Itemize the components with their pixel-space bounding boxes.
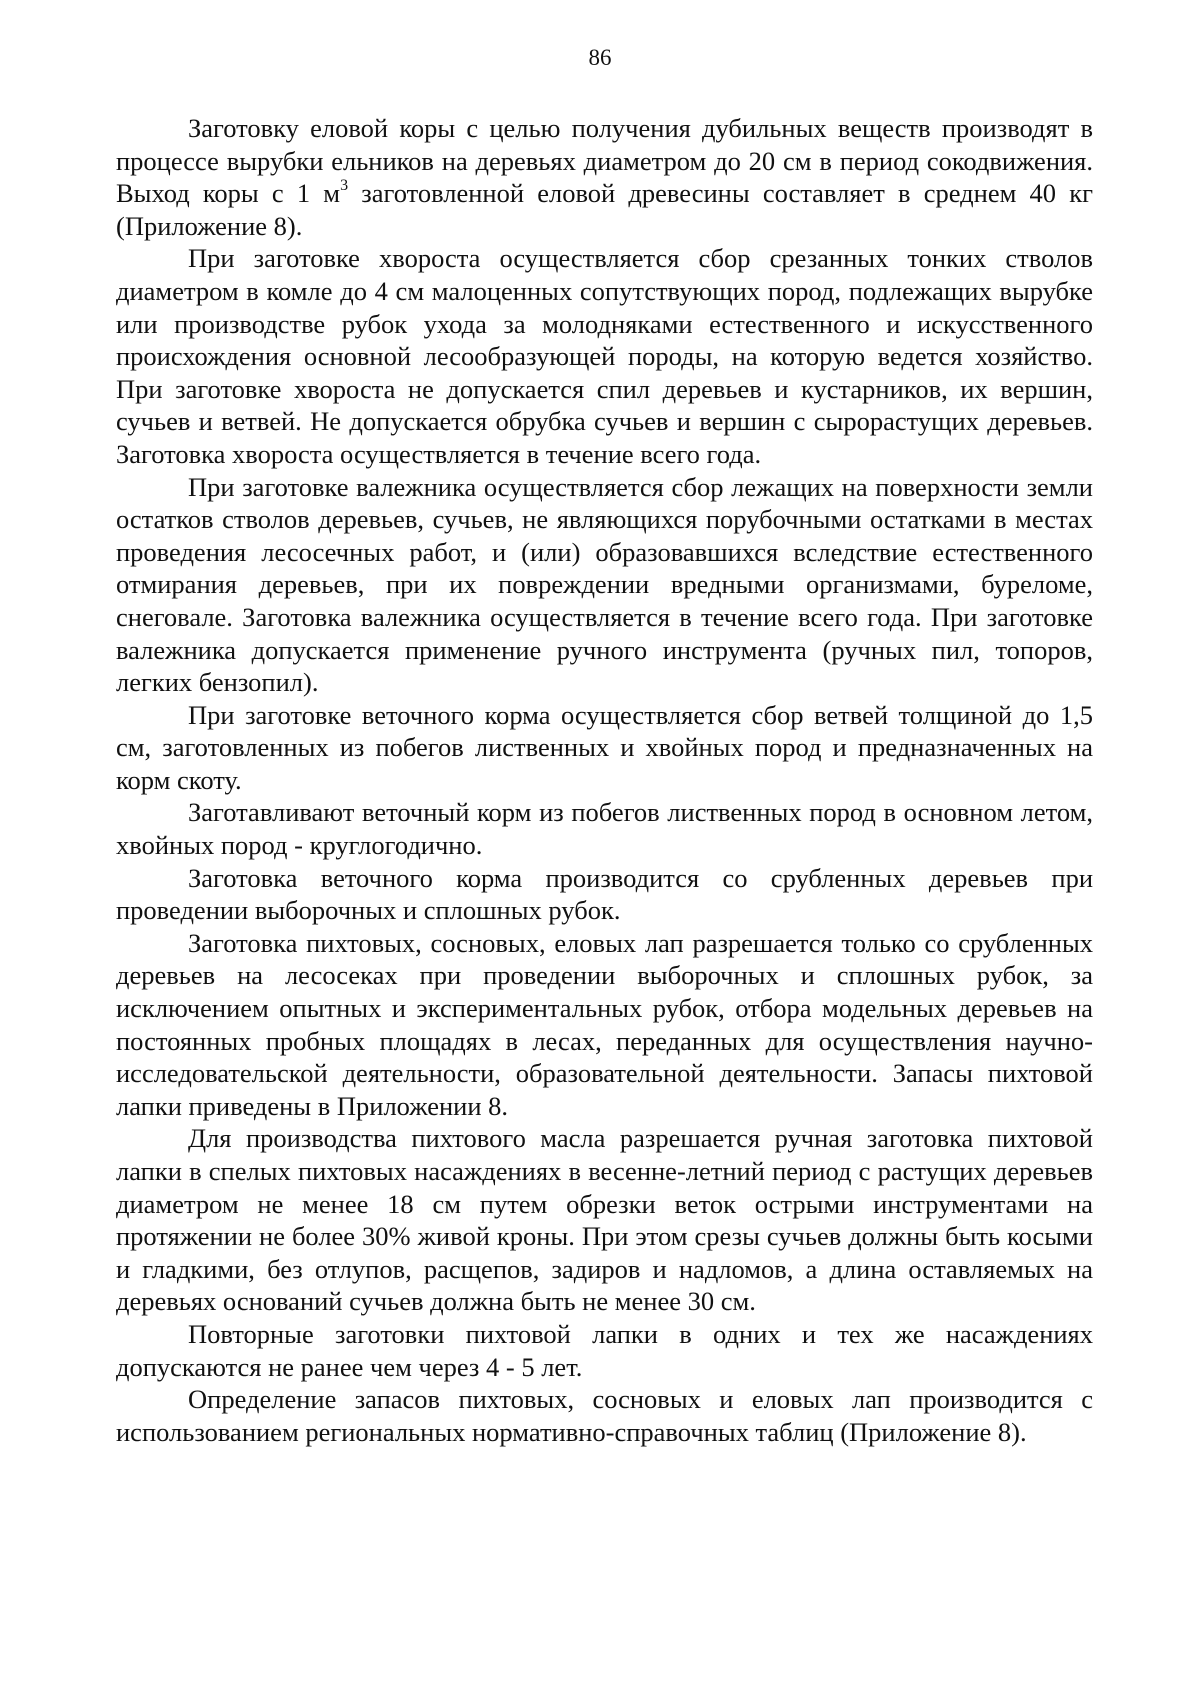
paragraph-fir-oil: Для производства пихтового масла разрешается ручная заготовка пихтовой лапки в спелых пихтовых насаждениях в весенне-летний период с растущих деревьев диаметром не менее 18 см путем обрезки веток острыми инструментами на протяжении не более 30% живой кроны. При этом срезы сучьев должны быть косыми и гладкими, без отлупов, расщепов, задиров и надломов, а длина оставляемых на деревьях оснований сучьев должна быть не менее 30 см. xyxy=(116,1123,1093,1317)
paragraph-text: заготовленной еловой древесины составляет в среднем 40 кг (Приложение 8). xyxy=(116,178,1093,241)
paragraph-brushwood: При заготовке хвороста осуществляется сбор срезанных тонких стволов диаметром в комле до 4 см малоценных сопутствующих пород, подлежащих вырубке или производстве рубок ухода за молодняками естественного и искусственного происхождения основной лесообразующей породы, на которую ведется хозяйство. При заготовке хвороста не допускается спил деревьев и кустарников, их вершин, сучьев и ветвей. Не допускается обрубка сучьев и вершин с сырорастущих деревьев. Заготовка хвороста осуществляется в течение всего года. xyxy=(116,243,1093,469)
superscript-cubic: 3 xyxy=(340,177,349,195)
paragraph-repeat-harvest: Повторные заготовки пихтовой лапки в одних и тех же насаждениях допускаются не ранее чем через 4 - 5 лет. xyxy=(116,1318,1093,1382)
page-number: 86 xyxy=(588,45,612,70)
paragraph-branch-feed-season: Заготавливают веточный корм из побегов лиственных пород в основном летом, хвойных пород - круглогодично. xyxy=(116,797,1093,861)
paragraph-deadwood: При заготовке валежника осуществляется сбор лежащих на поверхности земли остатков стволов деревьев, сучьев, не являющихся порубочными остатками в местах проведения лесосечных работ, и (или) образовавшихся вследствие естественного отмирания деревьев, при их повреждении вредными организмами, буреломе, снеговале. Заготовка валежника осуществляется в течение всего года. При заготовке валежника допускается применение ручного инструмента (ручных пил, топоров, легких бензопил). xyxy=(116,471,1093,698)
paragraph-branch-feed-source: Заготовка веточного корма производится со срубленных деревьев при проведении выборочных и сплошных рубок. xyxy=(116,862,1093,926)
paragraph-branch-feed: При заготовке веточного корма осуществляется сбор ветвей толщиной до 1,5 см, заготовленных из побегов лиственных и хвойных пород и предназначенных на корм скоту. xyxy=(116,699,1093,795)
document-body xyxy=(116,112,1093,1448)
paragraph-spruce-bark xyxy=(116,112,1093,242)
paragraph-text: Заготовку еловой коры с целью получения дубильных веществ производят в процессе вырубки ельников на деревьях диаметром до 20 см в период сокодвижения. Выход коры с 1 м xyxy=(116,113,1093,209)
paragraph-stock-estimation: Определение запасов пихтовых, сосновых и еловых лап производится с использованием региональных нормативно-справочных таблиц (Приложение 8). xyxy=(116,1384,1093,1447)
paragraph-conifer-paws: Заготовка пихтовых, сосновых, еловых лап разрешается только со срубленных деревьев на лесосеках при проведении выборочных и сплошных рубок, за исключением опытных и экспериментальных рубок, отбора модельных деревьев на постоянных пробных площадях в лесах, переданных для осуществления научно-исследовательской деятельности, образовательной деятельности. Запасы пихтовой лапки приведены в Приложении 8. xyxy=(116,927,1093,1121)
